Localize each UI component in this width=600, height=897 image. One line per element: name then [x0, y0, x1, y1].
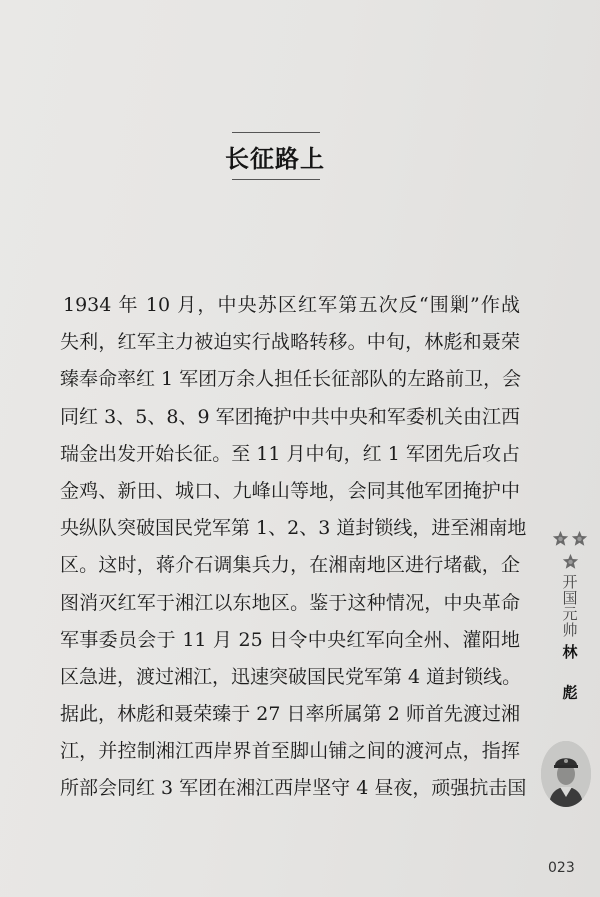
medal-icon [571, 530, 588, 547]
body-line: 金鸡、新田、城口、九峰山等地，会同其他军团掩护中 [60, 479, 520, 502]
title-rule-top [232, 132, 320, 133]
page-number: 023 [548, 860, 575, 876]
person-name: 林 彪 [560, 644, 579, 710]
body-line: 区。这时，蒋介石调集兵力，在湘南地区进行堵截，企 [60, 554, 520, 577]
body-line: 失利，红军主力被迫实行战略转移。中旬，林彪和聂荣 [60, 331, 520, 354]
badge-row [552, 530, 588, 547]
body-line: 瑞金出发开始长征。至 11 月中旬，红 1 军团先后攻占 [60, 442, 520, 465]
body-line: 区急进，渡过湘江，迅速突破国民党军第 4 道封锁线。 [60, 665, 522, 688]
side-series-label [550, 530, 590, 709]
medal-icon [552, 530, 569, 547]
title-rule-bottom [232, 179, 320, 180]
body-line: 军事委员会于 11 月 25 日令中央红军向全州、灌阳地 [60, 628, 520, 651]
body-line: 图消灭红军于湘江以东地区。鉴于这种情况，中央革命 [60, 591, 520, 614]
body-text [60, 287, 527, 808]
body-line: 1934 年 10 月，中央苏区红军第五次反“围剿”作战 [63, 294, 520, 316]
portrait-photo [541, 741, 591, 807]
chapter-title: 长征路上 [225, 145, 325, 173]
body-line: 江，并控制湘江西岸界首至脚山铺之间的渡河点，指挥 [60, 740, 520, 763]
body-line: 央纵队突破国民党军第 1、2、3 道封锁线，进至湘南地 [60, 517, 527, 540]
medal-icon [562, 553, 579, 570]
body-line: 臻奉命率红 1 军团万余人担任长征部队的左路前卫，会 [60, 368, 522, 391]
body-line: 同红 3、5、8、9 军团掩护中共中央和军委机关由江西 [60, 405, 520, 428]
body-line: 据此，林彪和聂荣臻于 27 日率所属第 2 师首先渡过湘 [60, 703, 520, 726]
body-line: 所部会同红 3 军团在湘江西岸坚守 4 昼夜，顽强抗击国 [60, 777, 527, 800]
series-title: 开国元帅 [560, 574, 579, 638]
